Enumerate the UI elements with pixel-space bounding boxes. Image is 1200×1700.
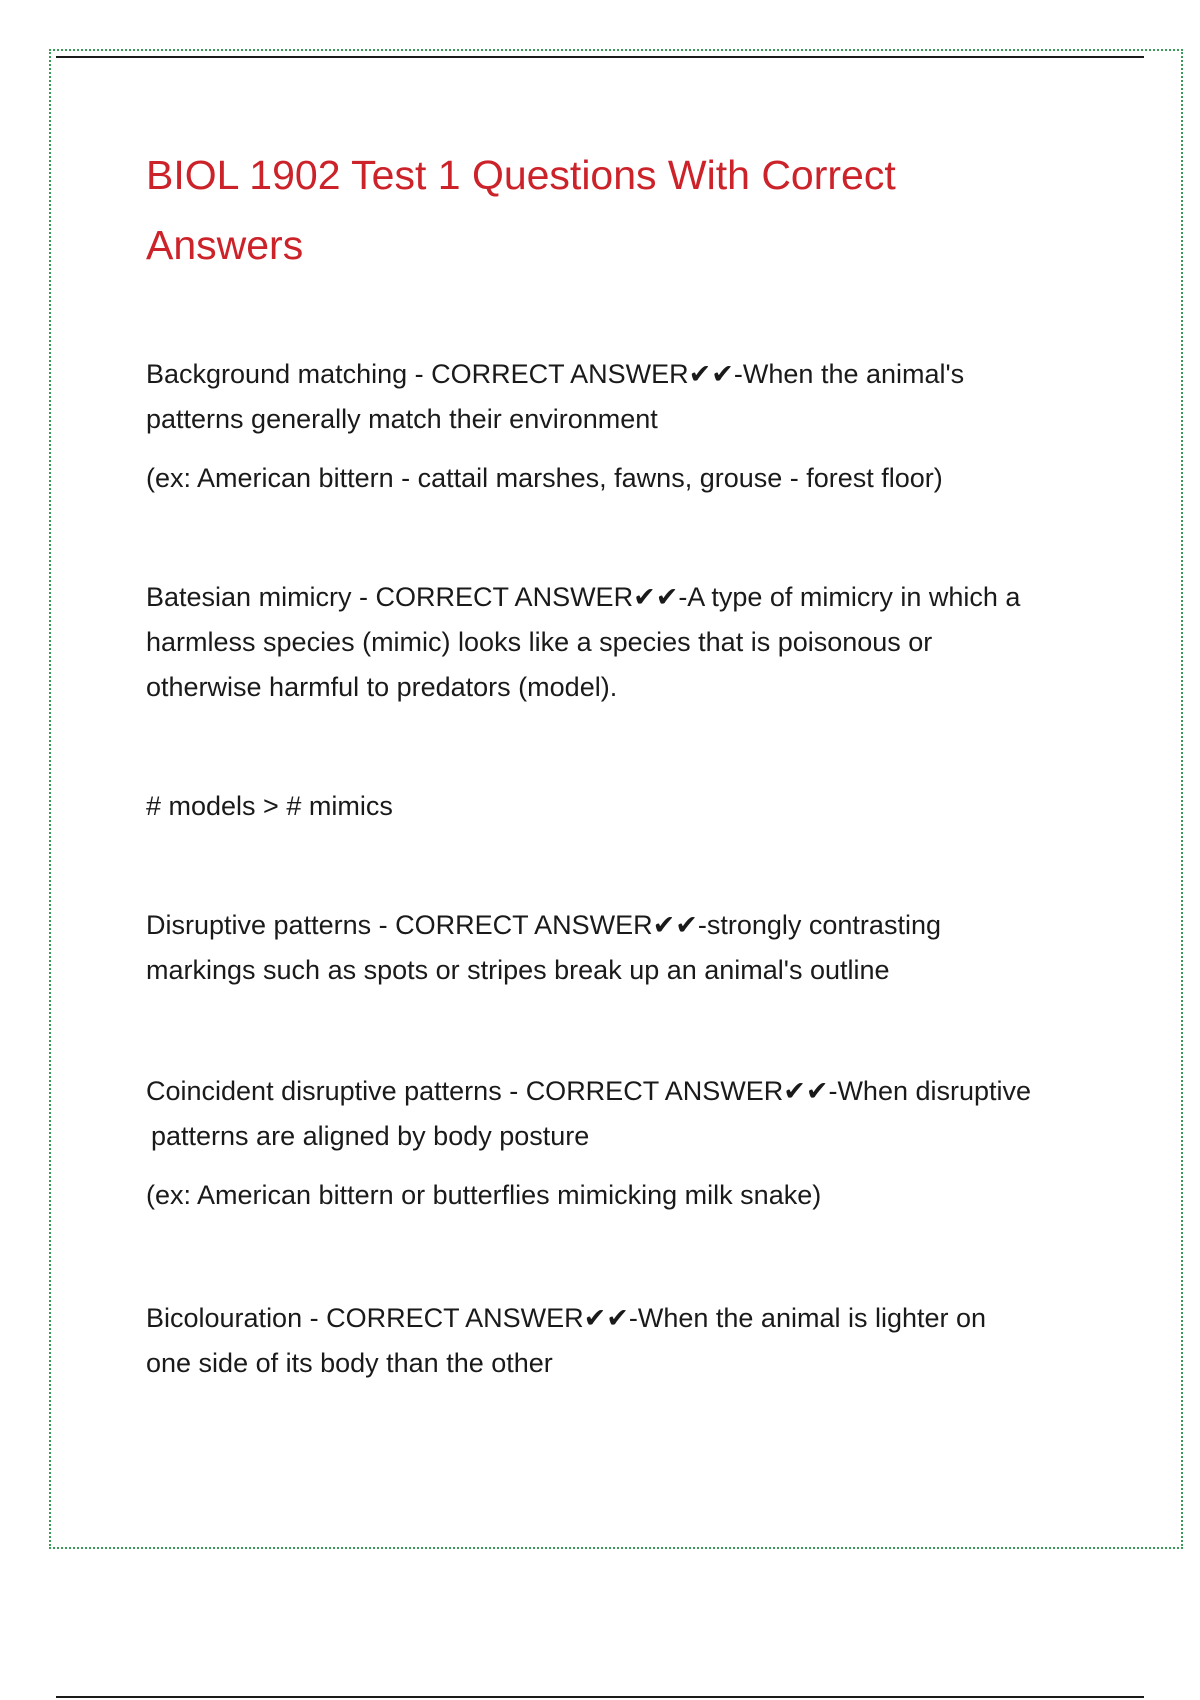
qa-example-note: (ex: American bittern or butterflies mimicking milk snake): [146, 1180, 822, 1210]
qa-text-line: one side of its body than the other: [146, 1348, 553, 1378]
qa-entry-models-mimics: [146, 784, 1106, 829]
qa-text-line: Bicolouration - CORRECT ANSWER✔✔-When the animal is lighter on: [146, 1303, 987, 1333]
qa-text-line: Coincident disruptive patterns - CORRECT ANSWER✔✔-When disruptive: [146, 1076, 1032, 1106]
qa-text-line: patterns are aligned by body posture: [151, 1121, 590, 1151]
qa-text-line: otherwise harmful to predators (model).: [146, 672, 618, 702]
document-title: [146, 140, 1106, 280]
qa-example-note: (ex: American bittern - cattail marshes, fawns, grouse - forest floor): [146, 463, 943, 493]
qa-text-line: harmless species (mimic) looks like a species that is poisonous or: [146, 627, 933, 657]
qa-entry-batesian-mimicry: [146, 575, 1106, 710]
qa-entry-disruptive-patterns: [146, 903, 1106, 993]
title-line-2: Answers: [146, 222, 304, 268]
qa-entry-background-matching: [146, 352, 1106, 501]
qa-text-line: Batesian mimicry - CORRECT ANSWER✔✔-A type of mimicry in which a: [146, 582, 1021, 612]
document-body: [146, 140, 1106, 1386]
footer-rule: [56, 1696, 1144, 1698]
qa-entry-coincident-disruptive-patterns: [146, 1069, 1106, 1218]
qa-text-line: markings such as spots or stripes break up an animal's outline: [146, 955, 890, 985]
qa-text-line: patterns generally match their environment: [146, 404, 658, 434]
qa-text-line: # models > # mimics: [146, 791, 393, 821]
qa-text-line: Background matching - CORRECT ANSWER✔✔-When the animal's: [146, 359, 965, 389]
qa-text-line: Disruptive patterns - CORRECT ANSWER✔✔-strongly contrasting: [146, 910, 941, 940]
qa-entry-bicolouration: [146, 1296, 1106, 1386]
title-line-1: BIOL 1902 Test 1 Questions With Correct: [146, 152, 896, 198]
